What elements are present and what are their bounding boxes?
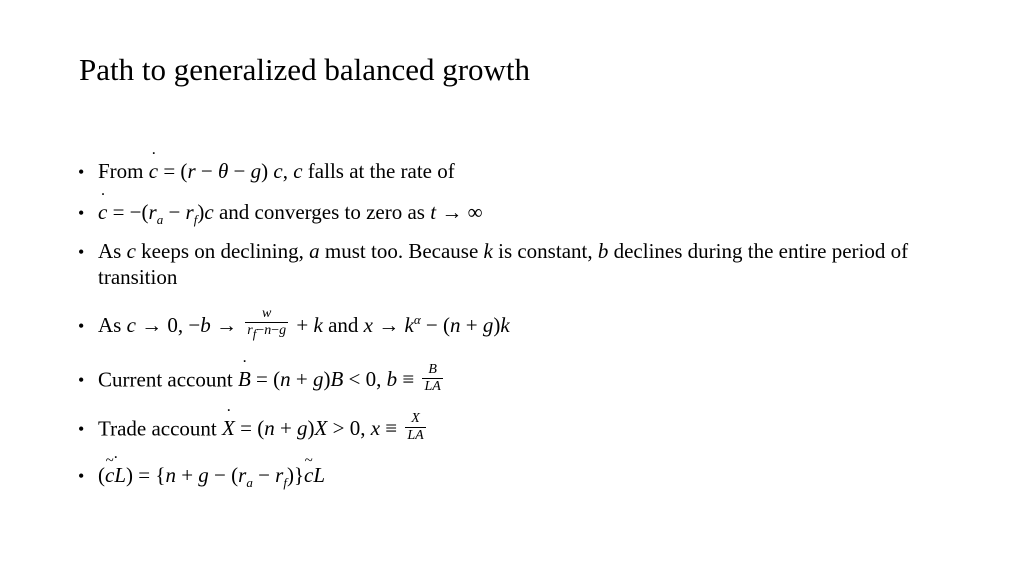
bullet-item-3 — [78, 238, 958, 290]
bullet-marker: • — [78, 419, 85, 440]
math-expression: $x \to k^\alpha - (n + g)k$ — [363, 312, 510, 337]
bullet-item-2 — [78, 199, 958, 233]
bullet-item-1 — [78, 158, 958, 185]
bullet-text: must too. Because — [324, 239, 479, 263]
bullet-marker: • — [78, 466, 85, 486]
math-expression: c ˙ = $-(r_a - r_f)c$ — [98, 200, 214, 224]
bullet-item-5 — [78, 362, 958, 398]
bullet-item-4 — [78, 307, 958, 345]
math-expression: a — [309, 239, 320, 263]
bullet-text: falls at the rate of — [307, 159, 455, 183]
bullet-text: keeps on declining, — [141, 239, 304, 263]
bullet-text: From — [98, 159, 144, 183]
bullet-marker: • — [78, 162, 85, 182]
bullet-text: declines during the entire period of transition — [98, 239, 909, 289]
math-expression: c ˙ = (r − θ − g) c, c — [149, 159, 303, 183]
bullet-marker: • — [78, 370, 85, 391]
bullet-marker: • — [78, 316, 85, 336]
bullet-text: and converges to zero as — [218, 200, 425, 224]
bullet-content — [98, 362, 958, 398]
math-expression: k — [483, 239, 493, 263]
bullet-content — [98, 307, 958, 345]
math-expression: c — [126, 239, 136, 263]
bullet-text: is constant, — [498, 239, 593, 263]
math-expression: B ˙ = (n + g)B < 0, b ≡ $\frac{B}{LA}$ — [238, 367, 446, 391]
bullet-marker: • — [78, 203, 85, 223]
bullet-text: Trade account — [98, 416, 217, 441]
math-expression: c → 0, −b → $\frac{w}{r_f-n-g}$ + k — [126, 306, 323, 342]
bullet-text: As — [98, 313, 122, 337]
slide-title: Path to generalized balanced growth — [79, 52, 531, 87]
math-expression: b — [597, 239, 609, 263]
bullet-content — [98, 238, 958, 290]
bullet-content — [98, 199, 958, 233]
bullet-content — [98, 158, 958, 184]
bullet-text: and — [328, 313, 359, 337]
bullet-marker: • — [78, 242, 85, 262]
bullet-content — [98, 462, 958, 496]
bullet-item-6 — [78, 411, 958, 447]
math-expression: t → ∞ — [430, 200, 483, 224]
bullet-item-7 — [78, 462, 958, 496]
bullet-text: As — [98, 239, 122, 263]
bullet-content — [98, 411, 958, 447]
bullet-text: Current account — [98, 367, 233, 392]
math-expression: X ˙ = (n + g)X > 0, x ≡ $\frac{X}{LA}$ — [222, 416, 429, 440]
math-expression: (c ~L ˙) = $\{n + g - (r_a - r_f)\}c$ ~L — [98, 463, 325, 487]
